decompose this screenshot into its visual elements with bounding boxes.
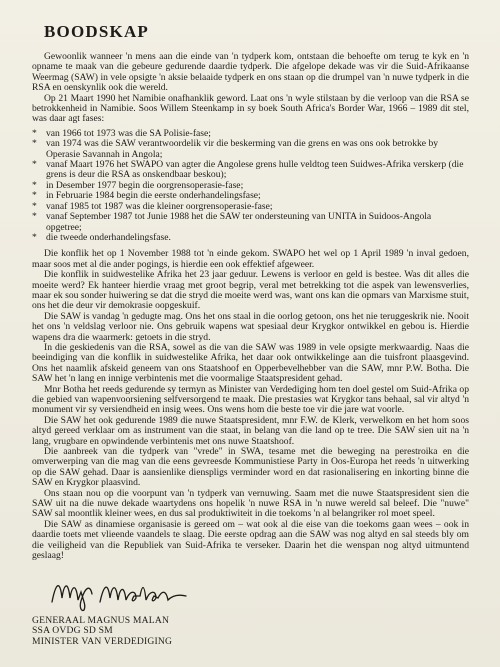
signoff-block [32, 616, 469, 648]
phase-item: * vanaf 1985 tot 1987 was die kleiner oorgrensoperasie-fase; [32, 202, 469, 212]
paragraph: In die geskiedenis van die RSA, sowel as die van die SAW was 1989 in vele opsigte merkwaardig. Naas die beeindiging van die konflik in suidwestelike Afrika, het daar ook ontwikkelinge aan die tuisfront plaasgevind. Ons het naamlik afskeid geneem van ons Staatshoof en Opperbevelhebber van die SAW, mnr P.W. Botha. Die SAW het 'n lang en innige verbintenis met die voormalige Staatspresident gehad. [32, 341, 469, 385]
signatory-role: MINISTER VAN VERDEDIGING [32, 635, 173, 647]
paragraph: Gewoonlik wanneer 'n mens aan die einde van 'n tydperk kom, ontstaan die behoefte om terug te kyk en 'n opname te maak van die gebeure gedurende daardie tydperk. Die afgelope dekade was vir die Suid-Afrikaanse Weermag (SAW) in vele opsigte 'n aksie belaaide tydperk en ons staan op die drumpel van 'n nuwe tydperk in die RSA en oenskynlik ook die wereld. [32, 51, 469, 94]
phase-item: * in Desember 1977 begin die oorgrensoperasie-fase; [32, 181, 469, 191]
phase-item: * van 1974 was die SAW verantwoordelik vir die beskerming van die grens en was ons ook betrokke by Operasie Savannah in Angola; [32, 139, 469, 160]
phase-item: * vanaf September 1987 tot Junie 1988 het die SAW ter ondersteuning van UNITA in Suidoos-Angola opgetree; [32, 212, 469, 233]
paragraph: Op 21 Maart 1990 het Namibie onafhanklik geword. Laat ons 'n wyle stilstaan by die verloop van die RSA se betrokkenheid in Namibie. Soos Willem Steenkamp in sy boek South Africa's Border War, 1966 – 1989 dit stel, was daar agt fases: [32, 92, 469, 125]
paragraph: Die konflik in suidwestelike Afrika het 23 jaar geduur. Lewens is verloor en geld is bestee. Was dit alles die moeite werd? Ek hanteer hierdie vraag met groot begrip, veral met betrekking tot die aspek van lewensverlies, maar ek sou sonder huiwering se dat die stryd die moeite werd was, want ons kan die opmars van Marxisme stuit, ons het die deur vir demokrasie oopgeskuif. [32, 269, 469, 312]
paragraph: Die SAW is vandag 'n gedugte mag. Ons het ons staal in die oorlog getoon, ons het nie teruggeskrik nie. Nooit het ons 'n veldslag verloor nie. Ons gebruik wapens wat spesiaal deur Krygkor ontwikkel en gebou is. Hierdie wapens dra die waarmerk: getoets in die stryd. [32, 310, 469, 343]
message-body [32, 52, 469, 562]
signatory-name: GENERAAL MAGNUS MALAN [32, 614, 170, 626]
signatory-decorations: SSA OVDG SD SM [32, 625, 113, 637]
paragraph: Die konflik het op 1 November 1988 tot 'n einde gekom. SWAPO het wel op 1 April 1989 'n inval gedoen, maar soos met al die ander pogings, is hierdie een ook effektief afgeweer. [32, 248, 469, 270]
phase-item: * vanaf Maart 1976 het SWAPO van agter die Angolese grens hulle veldtog teen Suidwes-Afrika verskerp (die grens is deur die RSA as onskendbaar beskou); [32, 160, 469, 181]
paragraph: Ons staan nou op die voorpunt van 'n tydperk van vernuwing. Saam met die nuwe Staatspresident sien die SAW uit na die nuwe dekade waartydens ons hopelik 'n nuwe RSA in 'n nuwe wereld sal beleef. Die "nuwe" SAW sal moontlik kleiner wees, en dus sal produktiwiteit in die toekoms 'n al belangriker rol moet speel. [32, 487, 469, 520]
paragraph: Die aanbreek van die tydperk van "vrede" in SWA, tesame met die beweging na perestroika en die omverwerping van die mag van die eens gevreesde Kommunistiese Party in Oos-Europa het reeds 'n uitwerking op die SAW gehad. Daar is aansienlike dienspligs verminder word en dat rasionalisering en inkorting binne die SAW en Krygkor plaasvind. [32, 446, 469, 489]
paragraph: Die SAW as dinamiese organisasie is gereed om – wat ook al die eise van die toekoms gaan wees – ook in daardie toets met vlieende vaandels te slaag. Die eerste opdrag aan die SAW was nog altyd en sal steeds bly om die veiligheid van die Republiek van Suid-Afrika te verseker. Daarin het die wenspan nog altyd uitmuntend geslaag! [32, 518, 469, 562]
phase-item: * die tweede onderhandelingsfase. [32, 233, 469, 243]
paragraph: Die SAW het ook gedurende 1989 die nuwe Staatspresident, mnr F.W. de Klerk, verwelkom en het hom soos altyd gereed verklaar om as instrument van die staat, in belang van die land op te tree. Die SAW sien uit na 'n lang, vrugbare en opwindende verbintenis met ons nuwe Staatshoof. [32, 414, 469, 447]
paragraph: Mnr Botha het reeds gedurende sy termyn as Minister van Verdediging hom ten doel gestel om Suid-Afrika op die gebied van wapenvoorsiening selfversorgend te maak. Die prestasies wat Krygkor tans behaal, sal vir altyd 'n monument vir sy versiendheid en insig wees. Ons wens hom die beste toe vir die jare wat voorle. [32, 383, 469, 416]
handwritten-signature [48, 572, 198, 614]
phase-item: * in Februarie 1984 begin die eerste onderhandelingsfase; [32, 191, 469, 201]
page-title: BOODSKAP [44, 22, 150, 41]
signature-area [32, 572, 469, 614]
phase-list [32, 129, 469, 243]
phase-item: * van 1966 tot 1973 was die SA Polisie-fase; [32, 129, 469, 139]
